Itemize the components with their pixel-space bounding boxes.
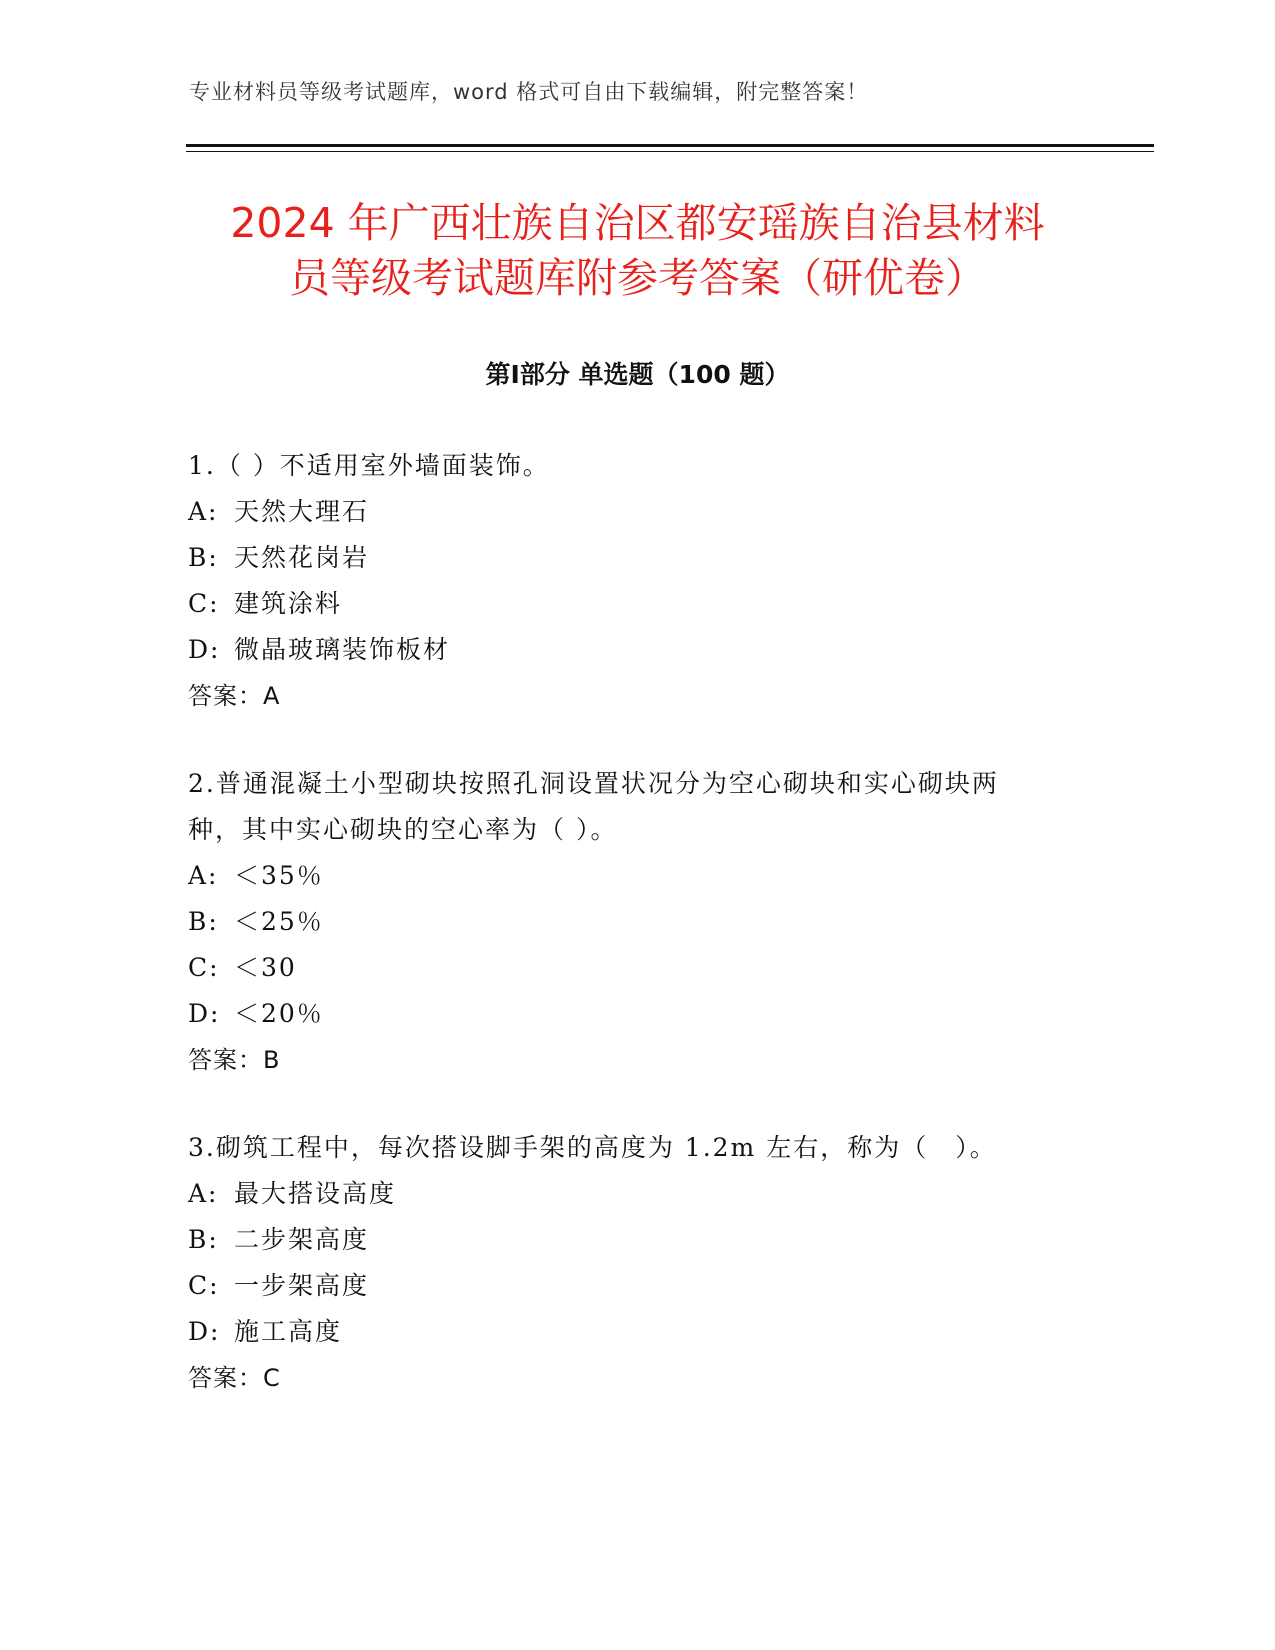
option-text: 最大搭设高度	[234, 1179, 397, 1208]
option-letter: A:	[188, 861, 219, 890]
option-b	[188, 899, 1088, 945]
header-note: 专业材料员等级考试题库，word 格式可自由下载编辑，附完整答案！	[189, 80, 869, 104]
option-letter: C:	[188, 953, 220, 982]
option-text: 一步架高度	[234, 1271, 370, 1300]
answer-line: 答案：A	[188, 682, 281, 710]
option-d	[188, 627, 1088, 673]
option-d	[188, 1309, 1088, 1355]
option-letter: B:	[188, 907, 219, 936]
option-text: 二步架高度	[234, 1225, 370, 1254]
option-a	[188, 489, 1088, 535]
option-c	[188, 945, 1088, 991]
option-c	[188, 581, 1088, 627]
question-stem-continued: 种，其中实心砌块的空心率为（ ）。	[188, 815, 618, 844]
option-b	[188, 535, 1088, 581]
option-a	[188, 1171, 1088, 1217]
option-letter: C:	[188, 589, 220, 618]
option-letter: A:	[188, 497, 219, 526]
option-c	[188, 1263, 1088, 1309]
answer-line: 答案：C	[188, 1364, 281, 1392]
option-letter: D:	[188, 635, 221, 664]
option-text: ＜30	[234, 953, 297, 982]
question-1	[188, 443, 1088, 719]
answer-line: 答案：B	[188, 1046, 281, 1074]
option-letter: C:	[188, 1271, 220, 1300]
option-letter: A:	[188, 1179, 219, 1208]
option-text: 天然花岗岩	[234, 543, 370, 572]
option-text: ＜25％	[234, 907, 324, 936]
document-title-line-1: 2024 年广西壮族自治区都安瑶族自治县材料	[230, 199, 1045, 247]
option-a	[188, 853, 1088, 899]
option-text: 建筑涂料	[234, 589, 343, 618]
question-2	[188, 761, 1088, 1083]
option-letter: B:	[188, 1225, 219, 1254]
option-letter: D:	[188, 999, 221, 1028]
question-stem: 3.砌筑工程中，每次搭设脚手架的高度为 1.2m 左右，称为（ ）。	[188, 1133, 997, 1162]
option-text: ＜20％	[234, 999, 324, 1028]
option-text: ＜35％	[234, 861, 324, 890]
option-text: 天然大理石	[234, 497, 370, 526]
question-stem: 2.普通混凝土小型砌块按照孔洞设置状况分为空心砌块和实心砌块两	[188, 769, 999, 798]
option-b	[188, 1217, 1088, 1263]
option-letter: B:	[188, 543, 219, 572]
document-title	[150, 196, 1125, 306]
question-3	[188, 1125, 1088, 1401]
header-rule-thin	[186, 151, 1154, 152]
option-text: 施工高度	[234, 1317, 343, 1346]
option-letter: D:	[188, 1317, 221, 1346]
document-title-line-2: 员等级考试题库附参考答案（研优卷）	[289, 254, 986, 302]
header-rule-thick	[186, 144, 1154, 147]
question-stem: 1.（ ）不适用室外墙面装饰。	[188, 451, 550, 480]
section-heading: 第Ⅰ部分 单选题（100 题）	[485, 360, 790, 389]
option-d	[188, 991, 1088, 1037]
option-text: 微晶玻璃装饰板材	[234, 635, 451, 664]
